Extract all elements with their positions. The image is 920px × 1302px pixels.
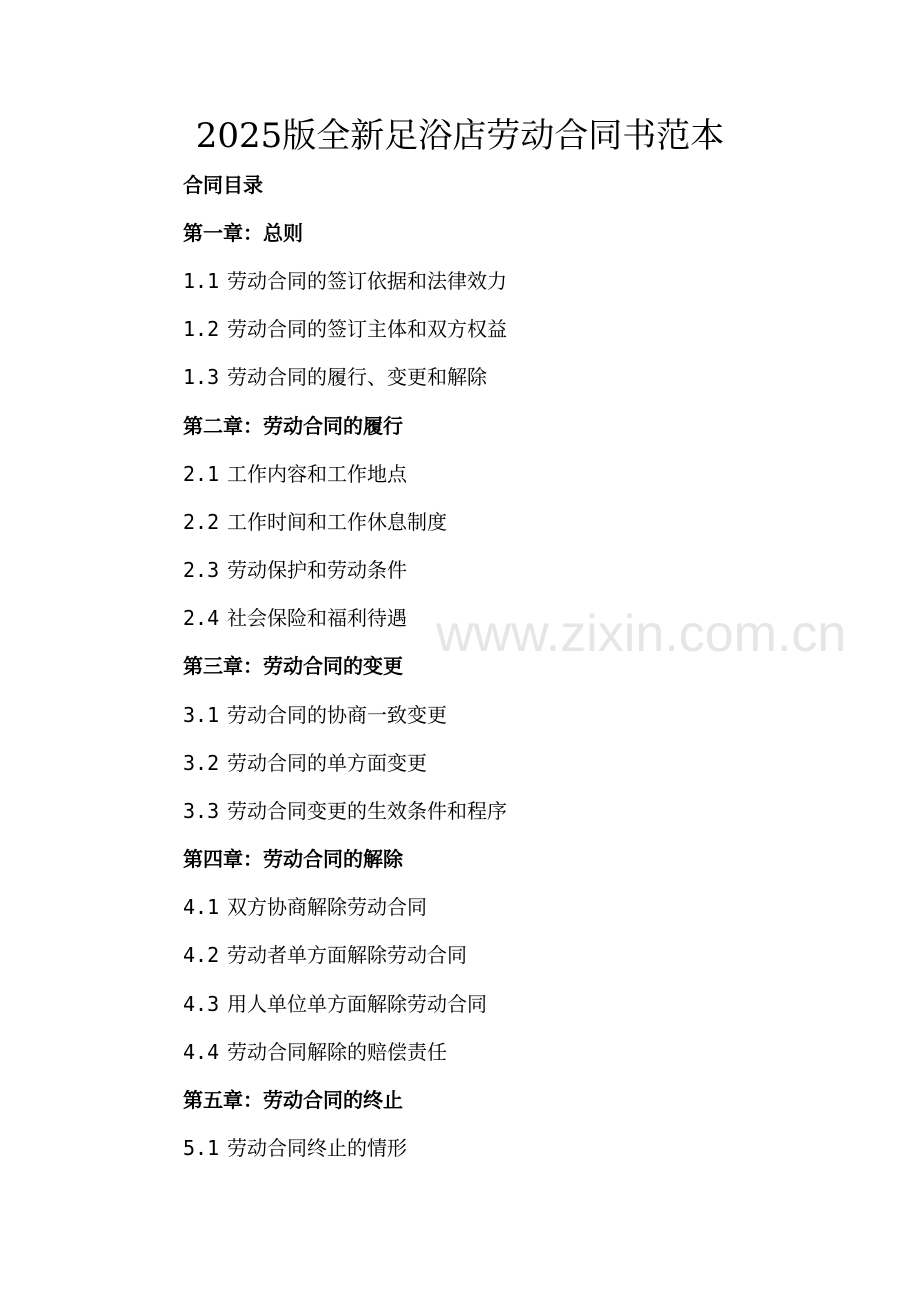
toc-item-text: 劳动合同变更的生效条件和程序 bbox=[227, 799, 507, 823]
toc-item bbox=[183, 893, 427, 921]
toc-item-number: 3.1 bbox=[183, 703, 220, 727]
toc-item-number: 4.3 bbox=[183, 992, 220, 1016]
toc-item-text: 用人单位单方面解除劳动合同 bbox=[227, 992, 487, 1016]
toc-item-text: 劳动合同解除的赔偿责任 bbox=[227, 1040, 447, 1064]
toc-heading: 合同目录 bbox=[183, 173, 263, 197]
toc-item bbox=[183, 315, 507, 343]
chapter-title: 第三章：劳动合同的变更 bbox=[183, 654, 403, 678]
toc-item-text: 双方协商解除劳动合同 bbox=[227, 895, 427, 919]
toc-item bbox=[183, 460, 407, 488]
toc-item bbox=[183, 508, 447, 536]
toc-item-number: 1.1 bbox=[183, 269, 220, 293]
toc-item-number: 2.2 bbox=[183, 510, 220, 534]
toc-item-text: 劳动保护和劳动条件 bbox=[227, 558, 407, 582]
toc-item-number: 2.4 bbox=[183, 606, 220, 630]
toc-item bbox=[183, 749, 427, 777]
toc-item bbox=[183, 701, 447, 729]
toc-item-text: 劳动合同的签订依据和法律效力 bbox=[227, 269, 507, 293]
toc-item bbox=[183, 363, 487, 391]
toc-item-text: 劳动合同终止的情形 bbox=[227, 1136, 407, 1160]
toc-item-text: 劳动合同的履行、变更和解除 bbox=[227, 365, 487, 389]
toc-item-text: 劳动者单方面解除劳动合同 bbox=[227, 943, 467, 967]
toc-item bbox=[183, 604, 407, 632]
chapter-title: 第四章：劳动合同的解除 bbox=[183, 847, 403, 871]
toc-item bbox=[183, 1134, 407, 1162]
toc-item-number: 4.4 bbox=[183, 1040, 220, 1064]
toc-item bbox=[183, 556, 407, 584]
watermark: www.zixin.com.cn bbox=[436, 605, 847, 663]
chapter-title: 第二章：劳动合同的履行 bbox=[183, 414, 403, 438]
toc-item-text: 劳动合同的单方面变更 bbox=[227, 751, 427, 775]
toc-item-text: 劳动合同的签订主体和双方权益 bbox=[227, 317, 507, 341]
toc-item-number: 1.3 bbox=[183, 365, 220, 389]
chapter-title: 第五章：劳动合同的终止 bbox=[183, 1088, 403, 1112]
toc-item bbox=[183, 1038, 447, 1066]
toc-item-number: 3.2 bbox=[183, 751, 220, 775]
toc-item-text: 工作内容和工作地点 bbox=[227, 462, 407, 486]
toc-item-number: 2.1 bbox=[183, 462, 220, 486]
toc-item-text: 社会保险和福利待遇 bbox=[227, 606, 407, 630]
toc-item-number: 4.2 bbox=[183, 943, 220, 967]
toc-item bbox=[183, 990, 487, 1018]
toc-item-text: 劳动合同的协商一致变更 bbox=[227, 703, 447, 727]
toc-item-number: 2.3 bbox=[183, 558, 220, 582]
toc-item-text: 工作时间和工作休息制度 bbox=[227, 510, 447, 534]
chapter-title: 第一章：总则 bbox=[183, 221, 303, 245]
toc-item bbox=[183, 797, 507, 825]
toc-item-number: 4.1 bbox=[183, 895, 220, 919]
toc-item bbox=[183, 267, 507, 295]
toc-item-number: 3.3 bbox=[183, 799, 220, 823]
toc-item bbox=[183, 941, 467, 969]
document-title: 2025版全新足浴店劳动合同书范本 bbox=[195, 116, 725, 156]
toc-item-number: 5.1 bbox=[183, 1136, 220, 1160]
toc-item-number: 1.2 bbox=[183, 317, 220, 341]
